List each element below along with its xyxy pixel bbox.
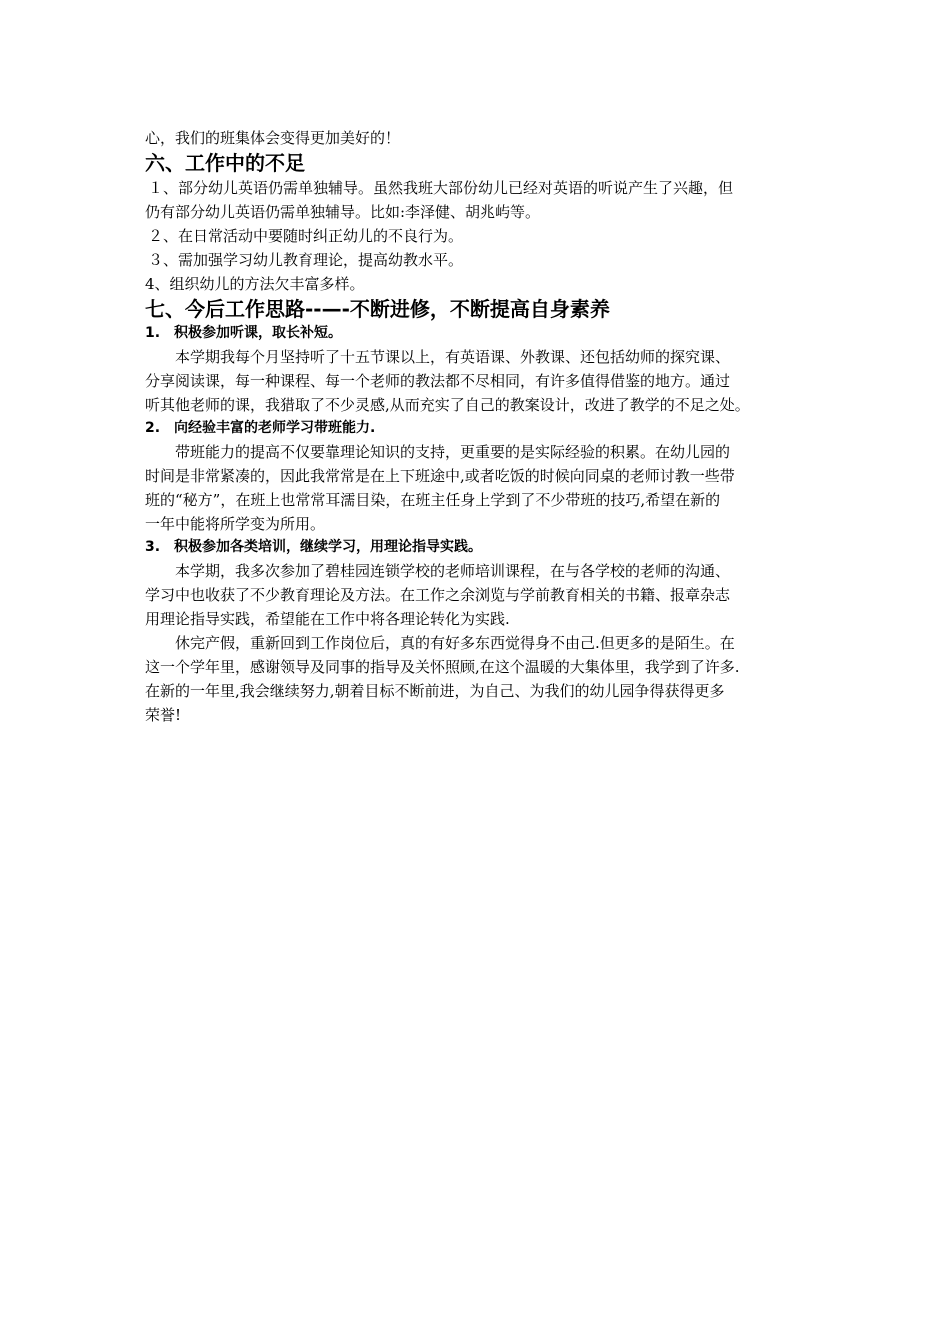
closing-line-3: 在新的一年里,我会继续努力,朝着目标不断前进，为自己、为我们的幼儿园争得获得更多: [145, 682, 725, 700]
closing-line-2: 这一个学年里，感谢领导及同事的指导及关怀照顾,在这个温暖的大集体里，我学到了许多.: [145, 658, 740, 676]
closing-line-4: 荣誉!: [145, 706, 182, 724]
item-2-line-3: 班的“秘方”，在班上也常常耳濡目染，在班主任身上学到了不少带班的技巧,希望在新的: [145, 491, 721, 509]
item-2-title: 2. 向经验丰富的老师学习带班能力.: [145, 420, 376, 436]
closing-line-1: 休完产假，重新回到工作岗位后，真的有好多东西觉得身不由己.但更多的是陌生。在: [175, 634, 735, 652]
item-1-line-2: 分享阅读课，每一种课程、每一个老师的教法都不尽相同，有许多值得借鉴的地方。通过: [145, 372, 731, 390]
section-6-line-2: 仍有部分幼儿英语仍需单独辅导。比如:李泽健、胡兆屿等。: [145, 203, 541, 221]
item-2-line-4: 一年中能将所学变为所用。: [145, 515, 326, 533]
section-6-line-3: ２、在日常活动中要随时纠正幼儿的不良行为。: [148, 227, 464, 245]
document-page: [145, 126, 825, 727]
section-7-heading: 七、今后工作思路--—-不断进修，不断提高自身素养: [145, 297, 610, 321]
item-3-title: 3. 积极参加各类培训，继续学习，用理论指导实践。: [145, 539, 483, 555]
section-6-heading: 六、工作中的不足: [145, 151, 305, 175]
section-6-line-4: ３、需加强学习幼儿教育理论，提高幼教水平。: [148, 251, 464, 269]
item-1-line-1: 本学期我每个月坚持听了十五节课以上，有英语课、外教课、还包括幼师的探究课、: [175, 348, 731, 366]
item-3-line-1: 本学期，我多次参加了碧桂园连锁学校的老师培训课程，在与各学校的老师的沟通、: [175, 562, 731, 580]
section-6-line-1: １、部分幼儿英语仍需单独辅导。虽然我班大部份幼儿已经对英语的听说产生了兴趣，但: [148, 179, 734, 197]
item-1-line-3: 听其他老师的课，我猎取了不少灵感,从而充实了自己的教案设计，改进了教学的不足之处。: [145, 396, 750, 414]
item-2-line-1: 带班能力的提高不仅要靠理论知识的支持，更重要的是实际经验的积累。在幼儿园的: [175, 443, 731, 461]
section-6-line-5: 4、组织幼儿的方法欠丰富多样。: [145, 275, 365, 293]
item-3-line-3: 用理论指导实践，希望能在工作中将各理论转化为实践.: [145, 610, 510, 628]
item-1-title: 1. 积极参加听课，取长补短。: [145, 325, 343, 341]
intro-line: 心，我们的班集体会变得更加美好的！: [145, 129, 401, 147]
item-2-line-2: 时间是非常紧凑的，因此我常常是在上下班途中,或者吃饭的时候向同桌的老师讨教一些带: [145, 467, 735, 485]
item-3-line-2: 学习中也收获了不少教育理论及方法。在工作之余浏览与学前教育相关的书籍、报章杂志: [145, 586, 731, 604]
